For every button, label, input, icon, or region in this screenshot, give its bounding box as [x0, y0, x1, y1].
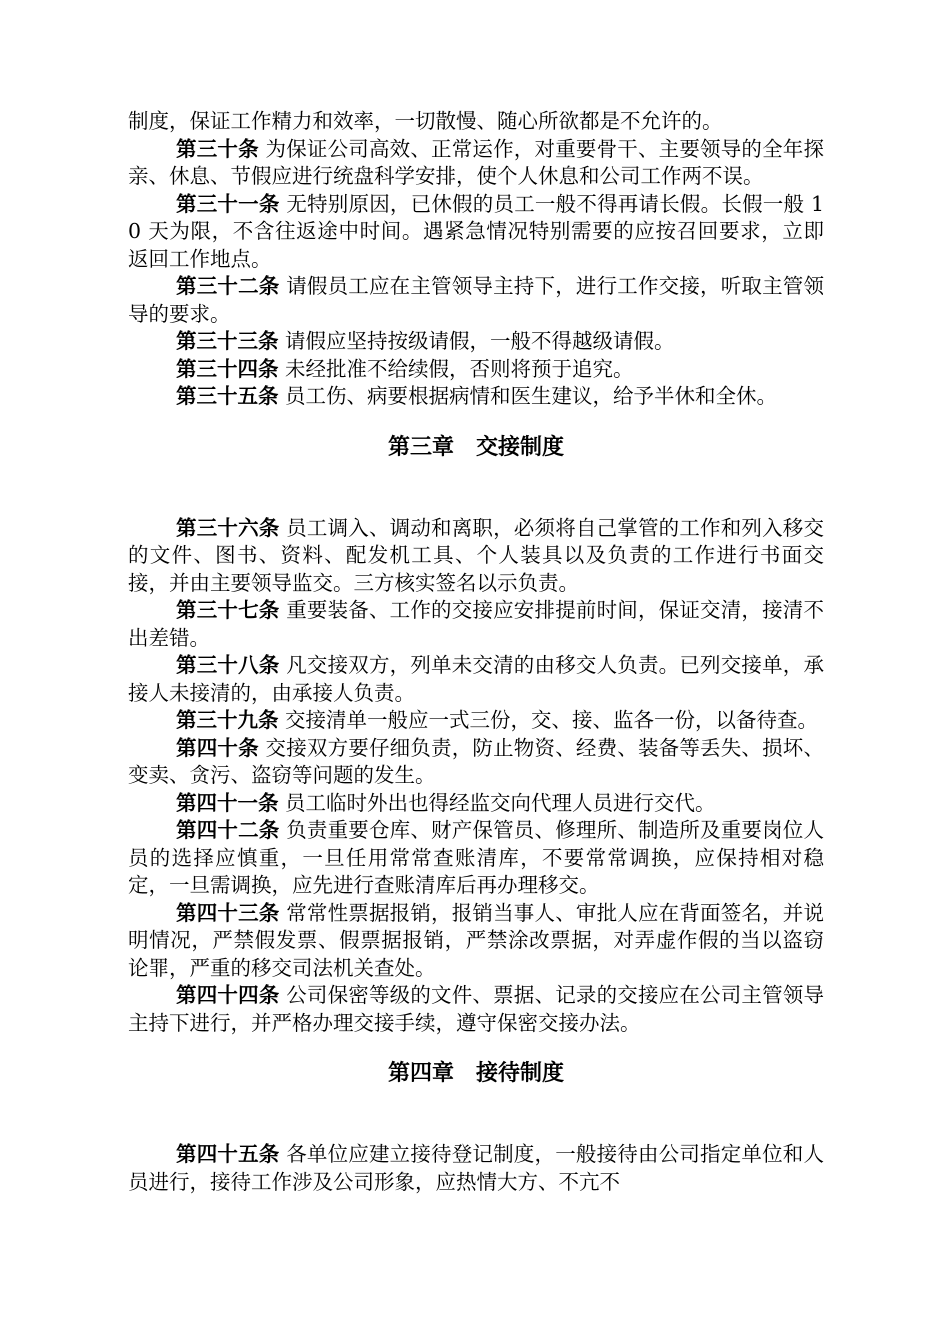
article-number: 第三十条	[176, 136, 259, 161]
chapter-spacer	[128, 1089, 824, 1141]
article-39	[128, 707, 824, 735]
article-number: 第三十二条	[176, 274, 280, 298]
article-32	[128, 273, 824, 328]
article-number: 第三十五条	[176, 384, 279, 408]
article-41	[128, 790, 824, 818]
article-number: 第四十一条	[176, 790, 279, 815]
article-44	[128, 982, 824, 1037]
article-text: 各单位应建立接待登记制度，一般接待由公司指定单位和人员进行，接待工作涉及公司形象，应热情大方、不亢不	[128, 1142, 824, 1194]
article-number: 第三十四条	[176, 356, 279, 381]
article-number: 第四十二条	[176, 818, 280, 842]
article-number: 第三十八条	[176, 653, 280, 677]
article-text: 员工调入、调动和离职，必须将自己掌管的工作和列入移交的文件、图书、资料、配发机工具、个人装具以及负责的工作进行书面交接，并由主要领导监交。三方核实签名以示负责。	[128, 515, 824, 595]
article-45	[128, 1141, 824, 1196]
article-text: 未经批准不给续假，否则将预于追究。	[285, 356, 634, 381]
article-37	[128, 597, 824, 652]
article-number: 第三十七条	[176, 598, 280, 622]
article-number: 第四十五条	[176, 1142, 280, 1166]
article-number: 第三十六条	[176, 515, 280, 540]
article-30	[128, 136, 824, 191]
article-text: 为保证公司高效、正常运作，对重要骨干、主要领导的全年探亲、休息、节假应进行统盘科学安排，使个人休息和公司工作两不误。	[128, 136, 825, 188]
article-number: 第三十一条	[176, 191, 280, 216]
article-number: 第三十三条	[176, 329, 279, 353]
article-38	[128, 652, 824, 707]
article-43	[128, 900, 824, 983]
article-33	[128, 328, 824, 356]
chapter-4-heading: 第四章 接待制度	[387, 1061, 564, 1086]
article-31	[128, 191, 824, 274]
document-page	[128, 108, 824, 1196]
article-text: 无特别原因，已休假的员工一般不得再请长假。长假一般 10 天为限，不含往返途中时间。遇紧急情况特别需要的应按召回要求，立即返回工作地点。	[128, 191, 824, 271]
article-text: 公司保密等级的文件、票据、记录的交接应在公司主管领导主持下进行，并严格办理交接手续，遵守保密交接办法。	[128, 983, 824, 1035]
article-text: 负责重要仓库、财产保管员、修理所、制造所及重要岗位人员的选择应慎重，一旦任用常常查账清库，不要常常调换，应保持相对稳定，一旦需调换，应先进行查账清库后再办理移交。	[128, 818, 824, 897]
chapter-spacer	[128, 463, 824, 515]
article-text: 交接双方要仔细负责，防止物资、经费、装备等丢失、损坏、变卖、贪污、盗窃等问题的发生。	[128, 735, 825, 787]
article-text: 请假应坚持按级请假，一般不得越级请假。	[285, 329, 675, 353]
chapter-3-heading: 第三章 交接制度	[387, 434, 564, 460]
article-text: 员工伤、病要根据病情和医生建议，给予半休和全休。	[285, 384, 778, 408]
article-text: 员工临时外出也得经监交向代理人员进行交代。	[285, 790, 716, 815]
article-36	[128, 515, 824, 598]
article-40	[128, 735, 824, 790]
article-number: 第三十九条	[176, 708, 279, 732]
article-text: 凡交接双方，列单未交清的由移交人负责。已列交接单，承接人未接清的，由承接人负责。	[128, 653, 824, 705]
intro-paragraph: 制度，保证工作精力和效率，一切散慢、随心所欲都是不允许的。	[128, 109, 723, 133]
article-34	[128, 356, 824, 384]
article-35	[128, 383, 824, 411]
article-text: 常常性票据报销，报销当事人、审批人应在背面签名，并说明情况，严禁假发票、假票据报销，严禁涂改票据，对弄虚作假的当以盗窃论罪，严重的移交司法机关查处。	[128, 900, 824, 980]
article-number: 第四十四条	[176, 983, 280, 1007]
article-text: 交接清单一般应一式三份，交、接、监各一份，以备待查。	[285, 708, 819, 732]
article-text: 请假员工应在主管领导主持下，进行工作交接，听取主管领导的要求。	[128, 274, 824, 326]
article-text: 重要装备、工作的交接应安排提前时间，保证交清，接清不出差错。	[128, 598, 824, 650]
article-42	[128, 817, 824, 900]
article-number: 第四十条	[176, 735, 259, 760]
article-number: 第四十三条	[176, 900, 280, 925]
